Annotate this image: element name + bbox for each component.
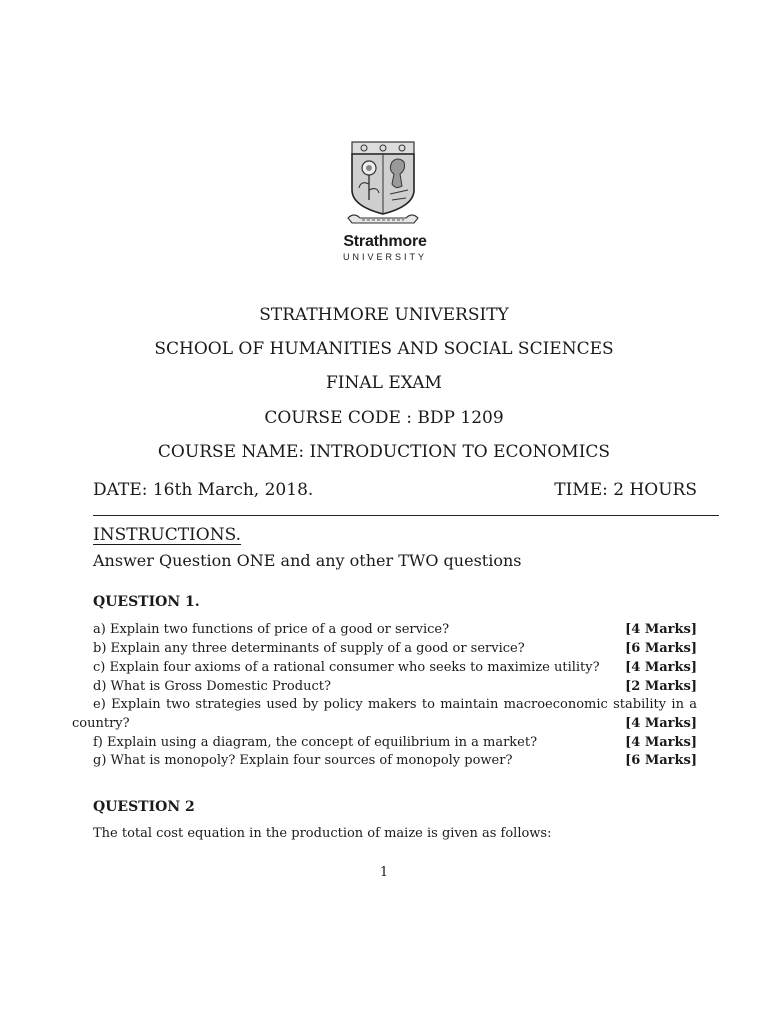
- question-item: [93, 733, 697, 752]
- question-marks: [4 Marks]: [625, 622, 697, 637]
- question-2-heading: QUESTION 2: [93, 799, 195, 815]
- instructions-text: Answer Question ONE and any other TWO questions: [93, 551, 522, 570]
- question-marks: [4 Marks]: [625, 735, 697, 750]
- course-name: COURSE NAME: INTRODUCTION TO ECONOMICS: [157, 442, 611, 462]
- question-text: c) Explain four axioms of a rational consumer who seeks to maximize utility?: [93, 660, 600, 675]
- question-text: b) Explain any three determinants of supply of a good or service?: [93, 641, 525, 656]
- date-time-row: [93, 480, 697, 500]
- instructions-heading: INSTRUCTIONS.: [93, 525, 242, 545]
- course-code: COURSE CODE : BDP 1209: [264, 408, 504, 428]
- school-title: SCHOOL OF HUMANITIES AND SOCIAL SCIENCES: [154, 339, 614, 359]
- university-title: STRATHMORE UNIVERSITY: [259, 305, 509, 325]
- question-2-text: The total cost equation in the production of maize is given as follows:: [93, 826, 552, 841]
- question-marks: [4 Marks]: [625, 660, 697, 675]
- exam-title: FINAL EXAM: [326, 373, 442, 393]
- question-1-heading: QUESTION 1.: [93, 594, 200, 610]
- question-text: a) Explain two functions of price of a good or service?: [93, 622, 450, 637]
- question-item: [93, 658, 697, 677]
- question-text: f) Explain using a diagram, the concept of equilibrium in a market?: [93, 735, 538, 750]
- question-item: [93, 639, 697, 658]
- question-marks: [6 Marks]: [625, 753, 697, 768]
- question-text-continued: country?: [72, 716, 130, 731]
- question-marks: [2 Marks]: [625, 679, 697, 694]
- question-marks: [4 Marks]: [625, 716, 697, 731]
- question-item: [72, 695, 697, 733]
- exam-date: DATE: 16th March, 2018.: [93, 480, 314, 500]
- brand-subtitle: UNIVERSITY: [342, 252, 427, 262]
- exam-time: TIME: 2 HOURS: [554, 480, 697, 500]
- question-text: e) Explain two strategies used by policy makers to maintain macroeconomic stability in a: [93, 697, 697, 712]
- question-text: d) What is Gross Domestic Product?: [93, 679, 331, 694]
- question-item: [93, 751, 697, 770]
- question-marks: [6 Marks]: [625, 641, 697, 656]
- page-number: 1: [379, 865, 389, 880]
- brand-name: Strathmore: [343, 233, 427, 250]
- divider: [93, 515, 719, 516]
- question-text: g) What is monopoly? Explain four sources of monopoly power?: [93, 753, 513, 768]
- question-item: [93, 677, 697, 696]
- question-item: [93, 620, 697, 639]
